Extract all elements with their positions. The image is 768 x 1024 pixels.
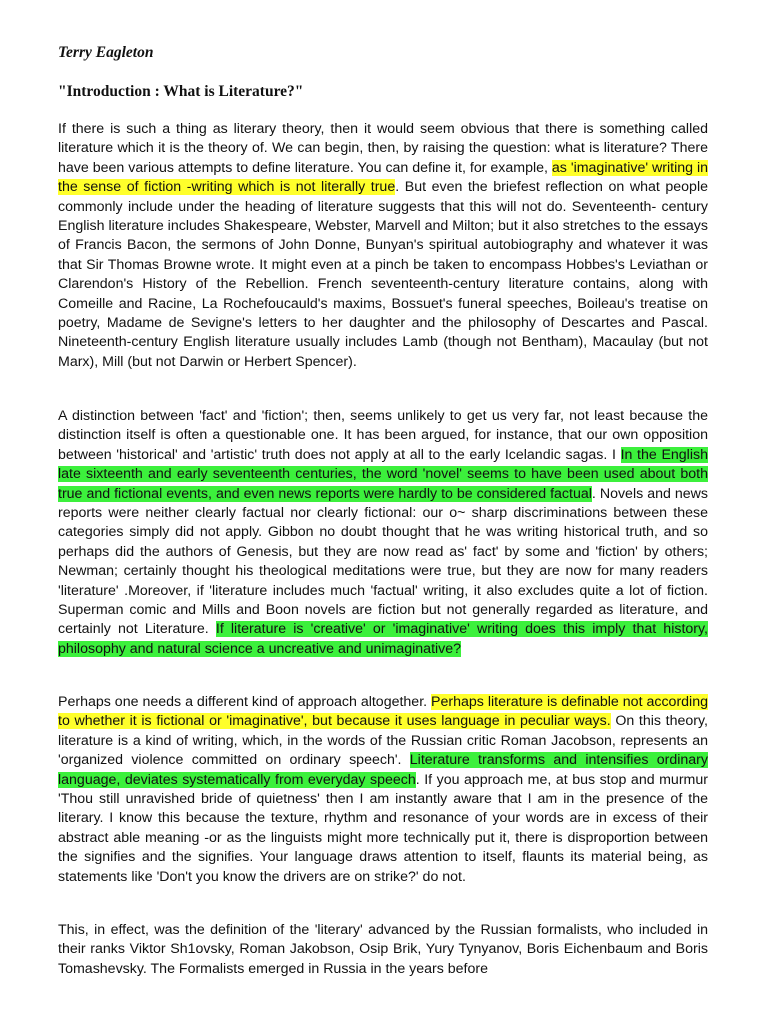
text-span: A distinction between 'fact' and 'fiction'; then, seems unlikely to get us very far, not least because the distinction itself is often a questionable one. It has been argued, for instance, that our own opposition between 'historical' and 'artistic' truth does not apply at all to the early Icelandic sagas. I: [58, 408, 708, 463]
text-span: This, in effect, was the definition of the 'literary' advanced by the Russian formalists, who included in their ranks Viktor Sh1ovsky, Roman Jakobson, Osip Brik, Yury Tynyanov, Boris Eichenbaum and Boris Tomashevsky. The Formalists emerged in Russia in the years before: [58, 922, 708, 977]
text-span: If there is such a thing as literary theory, then it would seem obvious that there is something called literature which it is the theory of. We can begin, then, by raising the question: what is literature? There have been various attempts to define literature. You can define it, for example,: [58, 121, 708, 176]
green-highlight: Literature transforms and intensifies ordinary language, deviates systematically from everyday speech: [58, 752, 708, 788]
text-span: . If you approach me, at bus stop and murmur 'Thou still unravished bride of quietness' then I am instantly aware that I am in the presence of the literary. I know this because the texture, rhythm and resonance of your words are in excess of their abstract able meaning -or as the linguists might more technically put it, there is disproportion between the signifies and the signifies. Your language draws attention to itself, flaunts its material being, as statements like 'Don't you know the drivers are on strike?' do not.: [58, 771, 708, 885]
text-span: . But even the briefest reflection on what people commonly include under the heading of literature suggests that this will not do. Seventeenth- century English literature includes Shakespeare, Webster, Marvell and Milton; but it also stretches to the essays of Francis Bacon, the sermons of John Donne, Bunyan's spiritual autobiography and whatever it was that Sir Thomas Browne wrote. It might even at a pinch be taken to encompass Hobbes's Leviathan or Clarendon's History of the Rebellion. French seventeenth-century literature contains, along with Comeille and Racine, La Rochefoucauld's maxims, Bossuet's funeral speeches, Boileau's treatise on poetry, Madame de Sevigne's letters to her daughter and the philosophy of Descartes and Pascal. Nineteenth-century English literature usually includes Lamb (though not Bentham), Macaulay (but not Marx), Mill (but not Darwin or Herbert Spencer).: [58, 179, 708, 370]
paragraph-4: [58, 921, 708, 979]
chapter-title: "Introduction : What is Literature?": [58, 83, 304, 100]
paragraph-3: [58, 693, 708, 887]
paragraph-2: [58, 407, 708, 659]
text-span: On this theory, literature is a kind of writing, which, in the words of the Russian critic Roman Jacobson, represents an 'organized violence committed on ordinary speech'.: [58, 713, 708, 769]
text-span: Perhaps one needs a different kind of approach altogether.: [58, 694, 432, 710]
yellow-highlight: Perhaps literature is definable not according to whether it is fictional or 'imaginative', but because it uses language in peculiar ways.: [58, 694, 708, 730]
paragraph-1: [58, 120, 708, 372]
green-highlight: If literature is 'creative' or 'imaginative' writing does this imply that history, philosophy and natural science a uncreative and unimaginative?: [58, 621, 708, 657]
author-name: Terry Eagleton: [58, 44, 154, 61]
yellow-highlight: as 'imaginative' writing in the sense of fiction -writing which is not literally true: [58, 159, 708, 196]
green-highlight: In the English late sixteenth and early seventeenth centuries, the word 'novel' seems to have been used about both true and fictional events, and even news reports were hardly to be considered factual: [58, 446, 708, 502]
text-span: . Novels and news reports were neither clearly factual nor clearly fictional: our o~ sharp discriminations between these categories simply did not apply. Gibbon no doubt thought that he was writing historical truth, and so perhaps did the authors of Genesis, but they are now read as' fact' by some and 'fiction' by others; Newman; certainly thought his theological meditations were true, but they are now for many readers 'literature' .Moreover, if 'literature includes much 'factual' writing, it also excludes quite a lot of fiction. Superman comic and Mills and Boon novels are fiction but not generally regarded as literature, and certainly not Literature.: [58, 485, 708, 638]
